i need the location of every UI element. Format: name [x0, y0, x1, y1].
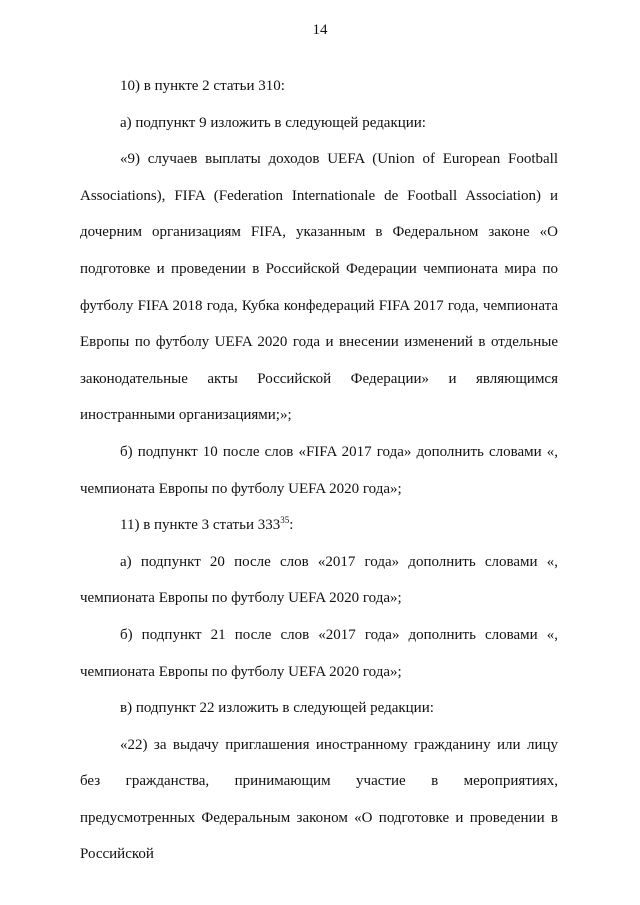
paragraph-10a-text: «9) случаев выплаты доходов UEFA (Union of European Football Associations), FIFA (Federation Internationale de Football Association) и дочерним организациям FIFA, указанным в Федеральном законе «О подготовке и проведении в Российской Федерации чемпионата мира по футболу FIFA 2018 года, Кубка конфедераций FIFA 2017 года, чемпионата Европы по футболу UEFA 2020 года и внесении изменений в отдельные законодательные акты Российской Федерации» и являющимся иностранными организациями;»; — [80, 151, 558, 424]
paragraph-11b: б) подпункт 21 после слов «2017 года» дополнить словами «, чемпионата Европы по футболу UEFA 2020 года»; — [80, 626, 558, 680]
article-superscript: 35 — [280, 515, 290, 526]
paragraph-11c: в) подпункт 22 изложить в следующей редакции: — [120, 700, 434, 717]
paragraph-11-suffix: : — [289, 517, 294, 534]
paragraph-10a: а) подпункт 9 изложить в следующей редакции: — [120, 114, 426, 131]
paragraph-11-text: 11) в пункте 3 статьи 333 — [120, 517, 281, 534]
paragraph-10b: б) подпункт 10 после слов «FIFA 2017 года» дополнить словами «, чемпионата Европы по футболу UEFA 2020 года»; — [80, 443, 558, 497]
page-number: 14 — [312, 22, 328, 38]
document-body — [80, 68, 558, 873]
paragraph-11a: а) подпункт 20 после слов «2017 года» дополнить словами «, чемпионата Европы по футболу UEFA 2020 года»; — [80, 553, 558, 607]
paragraph-11c-text: «22) за выдачу приглашения иностранному гражданину или лицу без гражданства, принимающим участие в мероприятиях, предусмотренных Федеральным законом «О подготовке и проведении в Российской — [80, 736, 558, 863]
paragraph-10: 10) в пункте 2 статьи 310: — [120, 78, 285, 94]
paragraph-11 — [80, 507, 558, 544]
